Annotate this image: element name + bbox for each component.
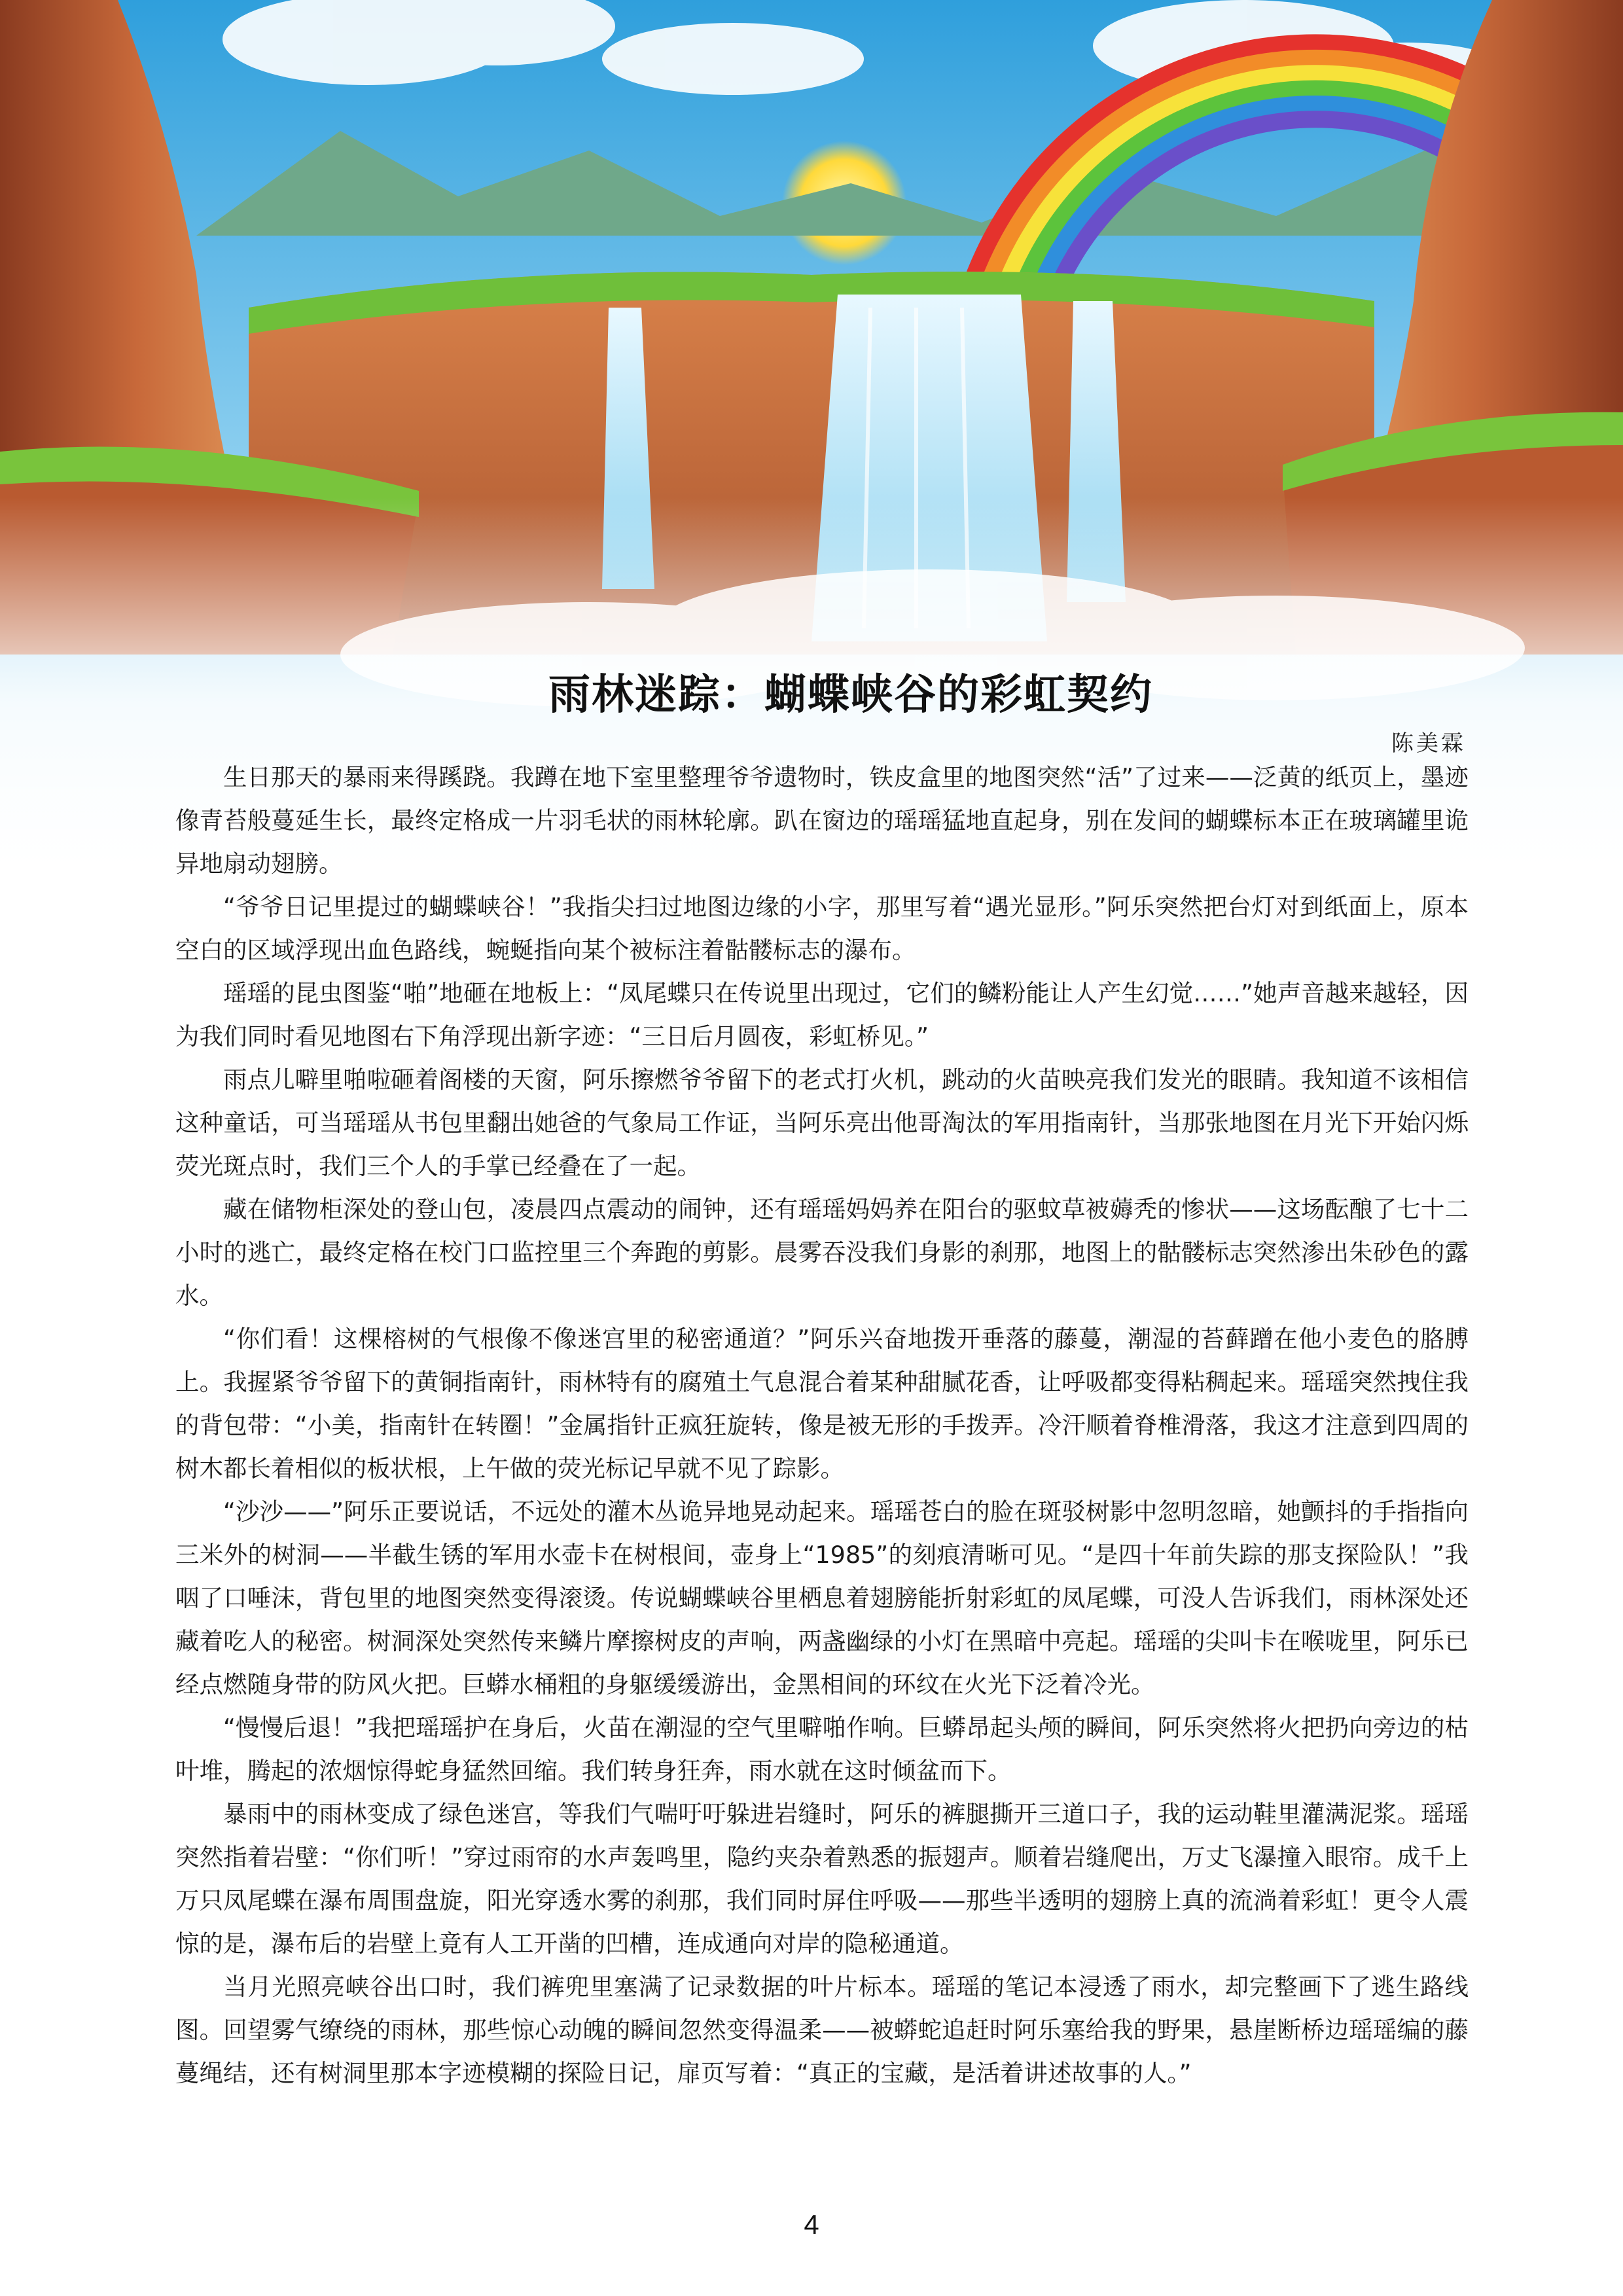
paragraph: 雨点儿噼里啪啦砸着阁楼的天窗，阿乐擦燃爷爷留下的老式打火机，跳动的火苗映亮我们发光的眼睛。我知道不该相信这种童话，可当瑶瑶从书包里翻出她爸的气象局工作证，当阿乐亮出他哥淘汰的军用指南针，当那张地图在月光下开始闪烁荧光斑点时，我们三个人的手掌已经叠在了一起。 [175, 1066, 1469, 1180]
header-illustration [0, 0, 1623, 870]
paragraph: 瑶瑶的昆虫图鉴“啪”地砸在地板上：“凤尾蝶只在传说里出现过，它们的鳞粉能让人产生幻觉……”她声音越来越轻，因为我们同时看见地图右下角浮现出新字迹：“三日后月圆夜，彩虹桥见。” [175, 979, 1469, 1050]
paragraph: 生日那天的暴雨来得蹊跷。我蹲在地下室里整理爷爷遗物时，铁皮盒里的地图突然“活”了过来——泛黄的纸页上，墨迹像青苔般蔓延生长，最终定格成一片羽毛状的雨林轮廓。趴在窗边的瑶瑶猛地直起身，别在发间的蝴蝶标本正在玻璃罐里诡异地扇动翅膀。 [175, 763, 1469, 878]
author-name: 陈美霖 [1391, 730, 1466, 757]
paragraph: “你们看！这棵榕树的气根像不像迷宫里的秘密通道？”阿乐兴奋地拨开垂落的藤蔓，潮湿的苔藓蹭在他小麦色的胳膊上。我握紧爷爷留下的黄铜指南针，雨林特有的腐殖土气息混合着某种甜腻花香，让呼吸都变得粘稠起来。瑶瑶突然拽住我的背包带：“小美，指南针在转圈！”金属指针正疯狂旋转，像是被无形的手拨弄。冷汗顺着脊椎滑落，我这才注意到四周的树木都长着相似的板状根，上午做的荧光标记早就不见了踪影。 [175, 1325, 1469, 1482]
page-number: 4 [804, 2209, 819, 2240]
paragraph: 当月光照亮峡谷出口时，我们裤兜里塞满了记录数据的叶片标本。瑶瑶的笔记本浸透了雨水，却完整画下了逃生路线图。回望雾气缭绕的雨林，那些惊心动魄的瞬间忽然变得温柔——被蟒蛇追赶时阿乐塞给我的野果，悬崖断桥边瑶瑶编的藤蔓绳结，还有树洞里那本字迹模糊的探险日记，扉页写着：“真正的宝藏，是活着讲述故事的人。” [175, 1973, 1469, 2087]
paragraph: 藏在储物柜深处的登山包，凌晨四点震动的闹钟，还有瑶瑶妈妈养在阳台的驱蚊草被薅秃的惨状——这场酝酿了七十二小时的逃亡，最终定格在校门口监控里三个奔跑的剪影。晨雾吞没我们身影的刹那，地图上的骷髅标志突然渗出朱砂色的露水。 [175, 1195, 1469, 1310]
article-body [175, 756, 1469, 2095]
paragraph: “爷爷日记里提过的蝴蝶峡谷！”我指尖扫过地图边缘的小字，那里写着“遇光显形。”阿乐突然把台灯对到纸面上，原本空白的区域浮现出血色路线，蜿蜒指向某个被标注着骷髅标志的瀑布。 [175, 893, 1469, 964]
paragraph: 暴雨中的雨林变成了绿色迷宫，等我们气喘吁吁躲进岩缝时，阿乐的裤腿撕开三道口子，我的运动鞋里灌满泥浆。瑶瑶突然指着岩壁：“你们听！”穿过雨帘的水声轰鸣里，隐约夹杂着熟悉的振翅声。顺着岩缝爬出，万丈飞瀑撞入眼帘。成千上万只凤尾蝶在瀑布周围盘旋，阳光穿透水雾的刹那，我们同时屏住呼吸——那些半透明的翅膀上真的流淌着彩虹！更令人震惊的是，瀑布后的岩壁上竟有人工开凿的凹槽，连成通向对岸的隐秘通道。 [175, 1800, 1469, 1958]
article-title: 雨林迷踪：蝴蝶峡谷的彩虹契约 [548, 671, 1153, 719]
paragraph: “慢慢后退！”我把瑶瑶护在身后，火苗在潮湿的空气里噼啪作响。巨蟒昂起头颅的瞬间，阿乐突然将火把扔向旁边的枯叶堆，腾起的浓烟惊得蛇身猛然回缩。我们转身狂奔，雨水就在这时倾盆而下。 [175, 1713, 1469, 1785]
paragraph: “沙沙——”阿乐正要说话，不远处的灌木丛诡异地晃动起来。瑶瑶苍白的脸在斑驳树影中忽明忽暗，她颤抖的手指指向三米外的树洞——半截生锈的军用水壶卡在树根间，壶身上“1985”的刻痕清晰可见。“是四十年前失踪的那支探险队！”我咽了口唾沫，背包里的地图突然变得滚烫。传说蝴蝶峡谷里栖息着翅膀能折射彩虹的凤尾蝶，可没人告诉我们，雨林深处还藏着吃人的秘密。树洞深处突然传来鳞片摩擦树皮的声响，两盏幽绿的小灯在黑暗中亮起。瑶瑶的尖叫卡在喉咙里，阿乐已经点燃随身带的防风火把。巨蟒水桶粗的身躯缓缓游出，金黑相间的环纹在火光下泛着冷光。 [175, 1498, 1469, 1698]
